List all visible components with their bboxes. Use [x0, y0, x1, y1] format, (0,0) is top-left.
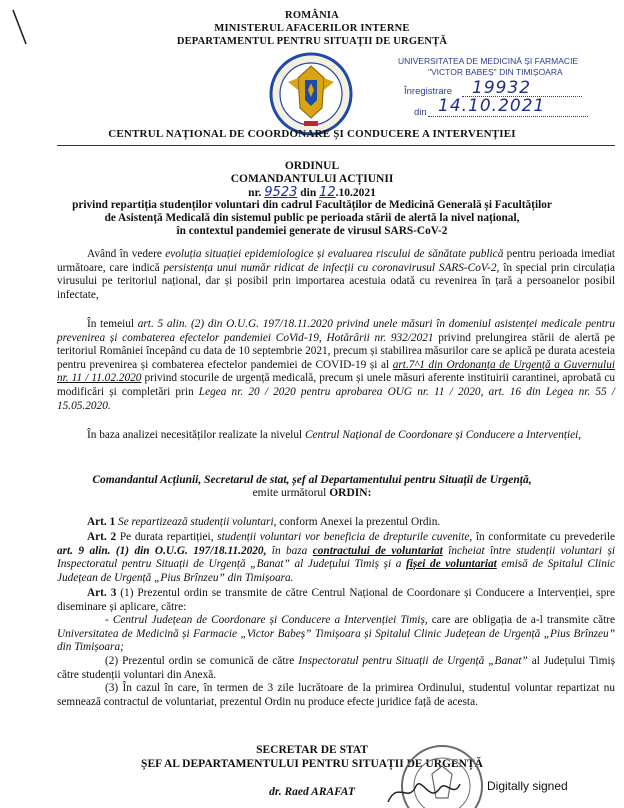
preamble-paragraph-3: În baza analizei necesităților realizate la nivelul Centrul Național de Coordonare și Conducere a Intervenției, — [87, 429, 582, 441]
header-coordination-center: CENTRUL NAȚIONAL DE COORDONARE ȘI CONDUCERE A INTERVENȚIEI — [108, 128, 516, 140]
order-nr-mid: din — [300, 187, 317, 199]
preamble-paragraph-2: În temeiul art. 5 alin. (2) din O.U.G. 197/18.11.2020 privind unele măsuri în domeniul asistenței medicale pentru prevenirea și combaterea efectelor pandemiei CoVid-19, Hotărârii nr. 932/2021 privind prelungirea stării de alertă pe teritoriul României începând cu data de 10 septembrie 2021, precum și stabilirea măsurilor care se aplică pe durata acesteia pentru prevenirea și combaterea efectelor pandemiei de COVID-19 și al art.7^1 din Ordonanța de Urgență a Guvernului nr. 11 / 11.02.2020 privind stocurile de urgență medicală, precum și unele măsuri aferente instituirii carantinei, aprobată cu modificări și completări prin Legea nr. 20 / 2020 pentru aprobarea OUG nr. 11 / 2020, art. 16 din Legea nr. 55 / 15.05.2020. — [57, 318, 615, 412]
article-1: Art. 1 Se repartizează studenții voluntari, conform Anexei la prezentul Ordin. — [87, 516, 441, 528]
stamp-label-registered: Înregistrare — [404, 86, 453, 97]
stamp-university-line1: UNIVERSITATEA DE MEDICINĂ ȘI FARMACIE — [398, 56, 579, 66]
header-divider — [57, 145, 615, 146]
article-3: Art. 3 (1) Prezentul ordin se transmite de către Centrul Național de Coordonare și Conducere a Intervenției, spre diseminare și aplicare, către: - Centrul Județean de Coordonare și Conducere a Intervenției Timiș, care are obligația de a-l transmite către Universitatea de Medicină și Farmacie „Victor Babeș” Timișoara și Spitalul Clinic Județean de Urgență „Pius Brînzeu” din Timișoara; (2) Prezentul ordin se comunică de către Inspectoratul pentru Situații de Urgență „Banat” al Județului Timiș către studenții voluntari din Anexă. (3) În cazul în care, în termen de 3 zile lucrătoare de la primirea Ordinului, studentul voluntar repartizat nu semnează contractul de voluntariat, prezentul Ordin nu produce efecte juridice față de acesta. — [57, 587, 616, 708]
signature-title: SECRETAR DE STAT — [256, 744, 368, 756]
stamp-registration-date: 14.10.2021 — [438, 96, 546, 116]
signature-name: dr. Raed ARAFAT — [269, 786, 355, 798]
order-nr-value: 9523 — [264, 185, 298, 200]
issuer-line1: Comandantul Acțiunii, Secretarul de stat, șef al Departamentului pentru Situații de Urgență, — [92, 474, 532, 486]
stamp-label-date: din — [414, 107, 427, 118]
order-date-suffix: .10.2021 — [335, 187, 376, 199]
digital-signature-label: Digitally signed — [487, 779, 568, 793]
order-subject-line2: de Asistență Medicală din sistemul public pe perioada stării de alertă la nivel național, — [104, 212, 520, 224]
order-title: ORDINUL — [284, 160, 340, 172]
stamp-university-line2: "VICTOR BABEȘ" DIN TIMIȘOARA — [428, 67, 563, 77]
order-day-value: 12 — [319, 185, 336, 200]
issuer-line2: emite următorul ORDIN: — [252, 487, 372, 499]
order-subtitle: COMANDANTULUI ACȚIUNII — [230, 173, 394, 185]
article-2: Art. 2 Pe durata repartiției, studenții voluntari vor beneficia de drepturile cuvenite, în conformitate cu prevederile art. 9 alin. (1) din O.U.G. 197/18.11.2020, în baza contractului de voluntariat încheiat între studenții voluntari și Inspectoratul pentru Situații de Urgență „Banat” al Județului Timiș și a fișei de voluntariat emisă de Spitalul Clinic Județean de Urgență „Pius Brînzeu” din Timișoara. — [57, 531, 616, 584]
header-ministry: MINISTERUL AFACERILOR INTERNE — [214, 23, 410, 34]
order-subject-line1: privind repartiția studenților voluntari din cadrul Facultăților de Medicină Generală și Facultăților — [72, 199, 552, 211]
signature-department: ȘEF AL DEPARTAMENTULUI PENTRU SITUAȚII DE URGENȚĂ — [141, 758, 483, 770]
header-department: DEPARTAMENTUL PENTRU SITUAȚII DE URGENȚĂ — [176, 36, 448, 47]
digital-signature-badge — [487, 779, 617, 805]
order-number-line — [0, 186, 624, 200]
preamble-paragraph-1: Având în vedere evoluția situației epidemiologice și evaluarea riscului de sănătate publică pentru perioada imediat următoare, care indică persistența unui număr ridicat de infecții cu coronavirusul SARS-CoV-2, în special prin circulația virusului pe teritoriul național, dar și posibil prin importarea acestuia odată cu revenirea în țară a persoanelor posibil infectate, — [57, 248, 615, 301]
signature-scribble — [384, 774, 464, 808]
coat-of-arms-emblem — [268, 50, 354, 140]
order-subject-line3: în contextul pandemiei generate de virusul SARS-CoV-2 — [176, 225, 448, 237]
header-country: ROMÂNIA — [285, 10, 339, 21]
order-nr-prefix: nr. — [248, 187, 262, 199]
stamp-registration-number: 19932 — [472, 78, 532, 98]
